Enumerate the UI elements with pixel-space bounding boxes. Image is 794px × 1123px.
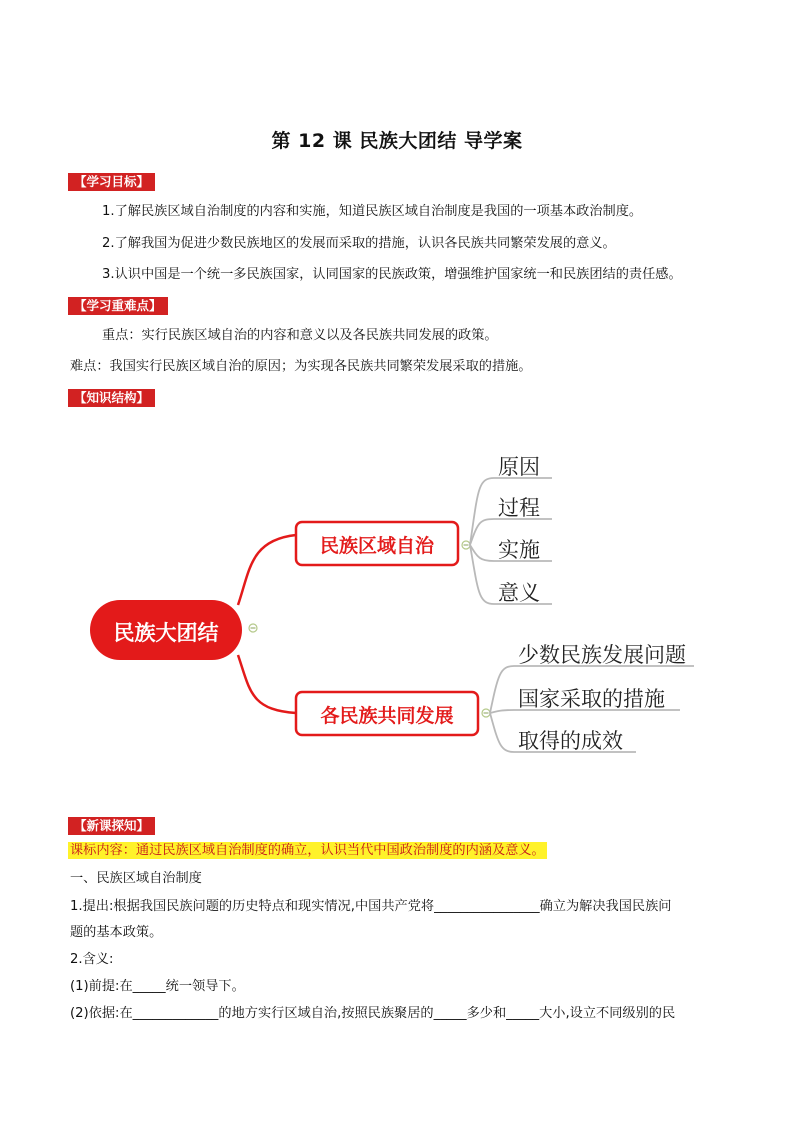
- goal-item-2: 2.了解我国为促进少数民族地区的发展而采取的措施，认识各民族共同繁荣发展的意义。: [102, 236, 616, 251]
- question-2-2: (2)依据:在_____________的地方实行区域自治,按照民族聚居的_____多少和_____大小,设立不同级别的民: [70, 1006, 676, 1021]
- section-tag-new-lesson: 【新课探知】: [68, 817, 155, 835]
- leaf-label: 少数民族发展问题: [518, 643, 686, 667]
- connector-root-branch2: [238, 655, 296, 713]
- question-2: 2.含义:: [70, 952, 114, 967]
- leaf-label: 意义: [498, 581, 540, 605]
- knowledge-mindmap: [0, 430, 794, 770]
- leaf-label: 原因: [498, 455, 540, 479]
- page-title: 第 12 课 民族大团结 导学案: [271, 130, 523, 152]
- root-label: 民族大团结: [113, 621, 219, 645]
- section-tag-key-points: 【学习重难点】: [68, 297, 168, 315]
- part1-title: 一、民族区域自治制度: [70, 871, 202, 886]
- standard-highlight: 课标内容：通过民族区域自治制度的确立，认识当代中国政治制度的内涵及意义。: [70, 843, 545, 858]
- section-tag-goals: 【学习目标】: [68, 173, 155, 191]
- standard-line: [68, 842, 547, 860]
- question-1-line-2: 题的基本政策。: [70, 925, 163, 940]
- section-tag-structure: 【知识结构】: [68, 389, 155, 407]
- goal-item-3: 3.认识中国是一个统一多民族国家，认同国家的民族政策，增强维护国家统一和民族团结的责任感。: [102, 267, 682, 282]
- connector-root-branch1: [238, 535, 296, 605]
- difficult-point: 难点：我国实行民族区域自治的原因；为实现各民族共同繁荣发展采取的措施。: [70, 359, 532, 374]
- goal-item-1: 1.了解民族区域自治制度的内容和实施，知道民族区域自治制度是我国的一项基本政治制度。: [102, 204, 643, 219]
- key-point: 重点：实行民族区域自治的内容和意义以及各民族共同发展的政策。: [102, 328, 498, 343]
- leaf-label: 取得的成效: [518, 729, 623, 753]
- leaf-label: 实施: [498, 538, 540, 562]
- question-1-line-1: 1.提出:根据我国民族问题的历史特点和现实情况,中国共产党将________________确立为解决我国民族问: [70, 899, 672, 914]
- branch2-label: 各民族共同发展: [320, 705, 454, 727]
- question-2-1: (1)前提:在_____统一领导下。: [70, 979, 245, 994]
- leaf-label: 过程: [498, 496, 540, 520]
- leaf-label: 国家采取的措施: [518, 687, 665, 711]
- branch1-label: 民族区域自治: [319, 535, 435, 557]
